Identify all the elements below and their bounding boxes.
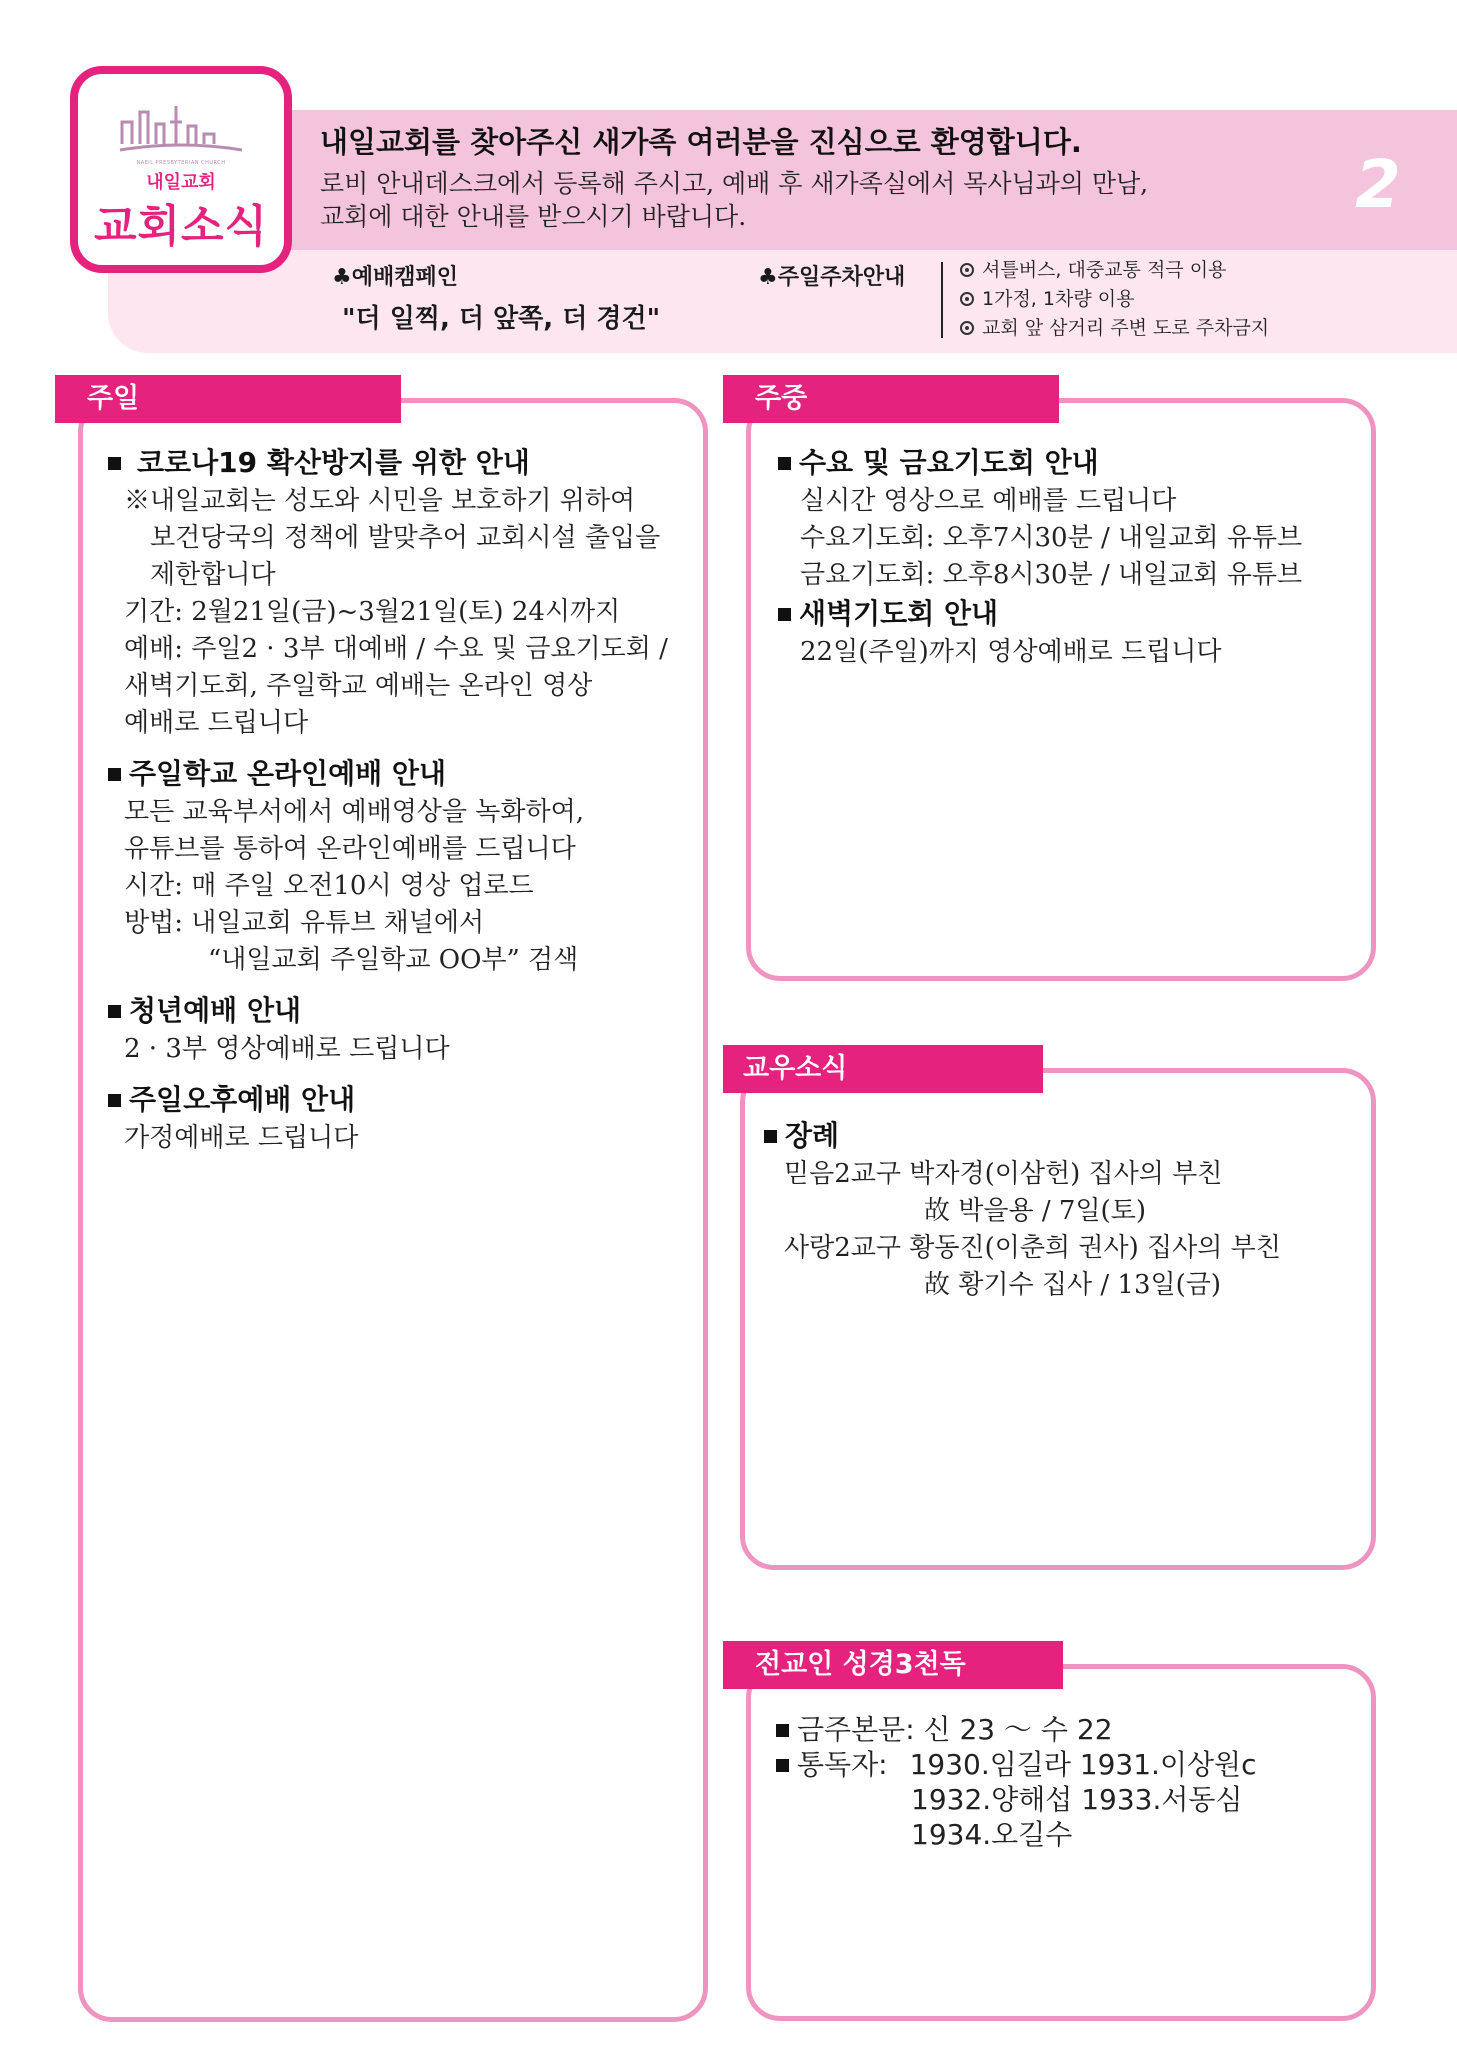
notice-line: 예배: 주일2 · 3부 대예배 / 수요 및 금요기도회 / (124, 634, 668, 664)
welcome-line: 교회에 대한 안내를 받으시기 바랍니다. (320, 202, 747, 231)
notice-heading: 수요 및 금요기도회 안내 (778, 443, 1302, 483)
campaign-heading: ♣예배캠페인 (332, 265, 458, 290)
bullet-circle-icon (960, 292, 974, 306)
notice-line: 금요기도회: 오후8시30분 / 내일교회 유튜브 (800, 560, 1303, 590)
campaign-slogan: "더 일찍, 더 앞쪽, 더 경건" (342, 304, 661, 334)
tab-weekday: 주중 (723, 375, 1059, 423)
notice-line: 새벽기도회, 주일학교 예배는 온라인 영상 (124, 671, 593, 701)
notice-heading: 주일오후예배 안내 (108, 1080, 668, 1120)
parking-item: 교회 앞 삼거리 주변 도로 주차금지 (960, 314, 1269, 343)
square-bullet-icon (778, 457, 791, 470)
notice-line: 모든 교육부서에서 예배영상을 녹화하여, (124, 797, 585, 827)
notice-line: 가정예배로 드립니다 (124, 1123, 359, 1153)
square-bullet-icon (776, 1724, 789, 1737)
notice-line: 사랑2교구 황동진(이춘희 권사) 집사의 부친 (784, 1233, 1281, 1263)
notice-heading: 새벽기도회 안내 (778, 594, 1302, 634)
notice-heading: 코로나19 확산방지를 위한 안내 (108, 443, 668, 483)
members-content (764, 1116, 1281, 1304)
divider (941, 262, 943, 338)
welcome-title: 내일교회를 찾아주신 새가족 여러분을 진심으로 환영합니다. (320, 125, 1082, 159)
notice-line: 2 · 3부 영상예배로 드립니다 (124, 1034, 450, 1064)
notice-line: 시간: 매 주일 오전10시 영상 업로드 (124, 871, 534, 901)
notice-line: 믿음2교구 박자경(이삼헌) 집사의 부친 (784, 1159, 1223, 1189)
notice-line: 수요기도회: 오후7시30분 / 내일교회 유튜브 (800, 523, 1303, 553)
square-bullet-icon (108, 1094, 121, 1107)
square-bullet-icon (108, 457, 121, 470)
notice-heading: 청년예배 안내 (108, 991, 668, 1031)
parking-list (960, 256, 1269, 343)
notice-line: ※내일교회는 성도와 시민을 보호하기 위하여 (124, 486, 636, 516)
square-bullet-icon (108, 768, 121, 781)
parking-item: 1가정, 1차량 이용 (960, 285, 1269, 314)
notice-line: 故 박을용 / 7일(토) (924, 1196, 1146, 1226)
tab-sunday: 주일 (55, 375, 401, 423)
bible-readers-line: 1932.양해섭 1933.서동심 (911, 1783, 1243, 1816)
notice-line: 방법: 내일교회 유튜브 채널에서 (124, 908, 485, 938)
section-title: 교회소식 (93, 201, 268, 252)
notice-line: 보건당국의 정책에 발맞추어 교회시설 출입을 (150, 523, 661, 553)
bible-text-row: 금주본문: 신 23 ～ 수 22 (776, 1712, 1256, 1747)
square-bullet-icon (778, 608, 791, 621)
notice-line: 실시간 영상으로 예배를 드립니다 (800, 486, 1177, 516)
bible-content (776, 1712, 1256, 1852)
bible-readers-line: 1934.오길수 (911, 1818, 1073, 1851)
notice-heading: 주일학교 온라인예배 안내 (108, 754, 668, 794)
notice-heading: 장례 (764, 1116, 1281, 1156)
tab-bible: 전교인 성경3천독 (723, 1641, 1063, 1689)
square-bullet-icon (764, 1130, 777, 1143)
church-skyline-icon (118, 100, 244, 158)
parking-heading: ♣주일주차안내 (758, 265, 906, 290)
square-bullet-icon (776, 1759, 789, 1772)
logo-subtitle: NAEIL PRESBYTERIAN CHURCH (136, 160, 226, 166)
notice-line: 기간: 2월21일(금)~3월21일(토) 24시까지 (124, 597, 621, 627)
page-number: 2 (1355, 146, 1401, 223)
bullet-circle-icon (960, 263, 974, 277)
logo-badge (70, 66, 292, 273)
sunday-content (108, 443, 668, 1157)
welcome-line: 로비 안내데스크에서 등록해 주시고, 예배 후 새가족실에서 목사님과의 만남, (320, 169, 1149, 198)
notice-line: 故 황기수 집사 / 13일(금) (924, 1270, 1222, 1300)
bible-readers-row: 통독자: 1930.임길라 1931.이상원c (776, 1747, 1256, 1782)
weekday-content (778, 443, 1302, 671)
notice-line: 22일(주일)까지 영상예배로 드립니다 (800, 637, 1222, 667)
bullet-circle-icon (960, 321, 974, 335)
notice-line: 제한합니다 (150, 560, 276, 590)
church-name: 내일교회 (146, 172, 216, 193)
notice-line: 예배로 드립니다 (124, 708, 309, 738)
notice-line: “내일교회 주일학교 OO부” 검색 (208, 945, 579, 975)
notice-line: 유튜브를 통하여 온라인예배를 드립니다 (124, 834, 576, 864)
parking-item: 셔틀버스, 대중교통 적극 이용 (960, 256, 1269, 285)
square-bullet-icon (108, 1005, 121, 1018)
tab-members: 교우소식 (723, 1045, 1043, 1093)
